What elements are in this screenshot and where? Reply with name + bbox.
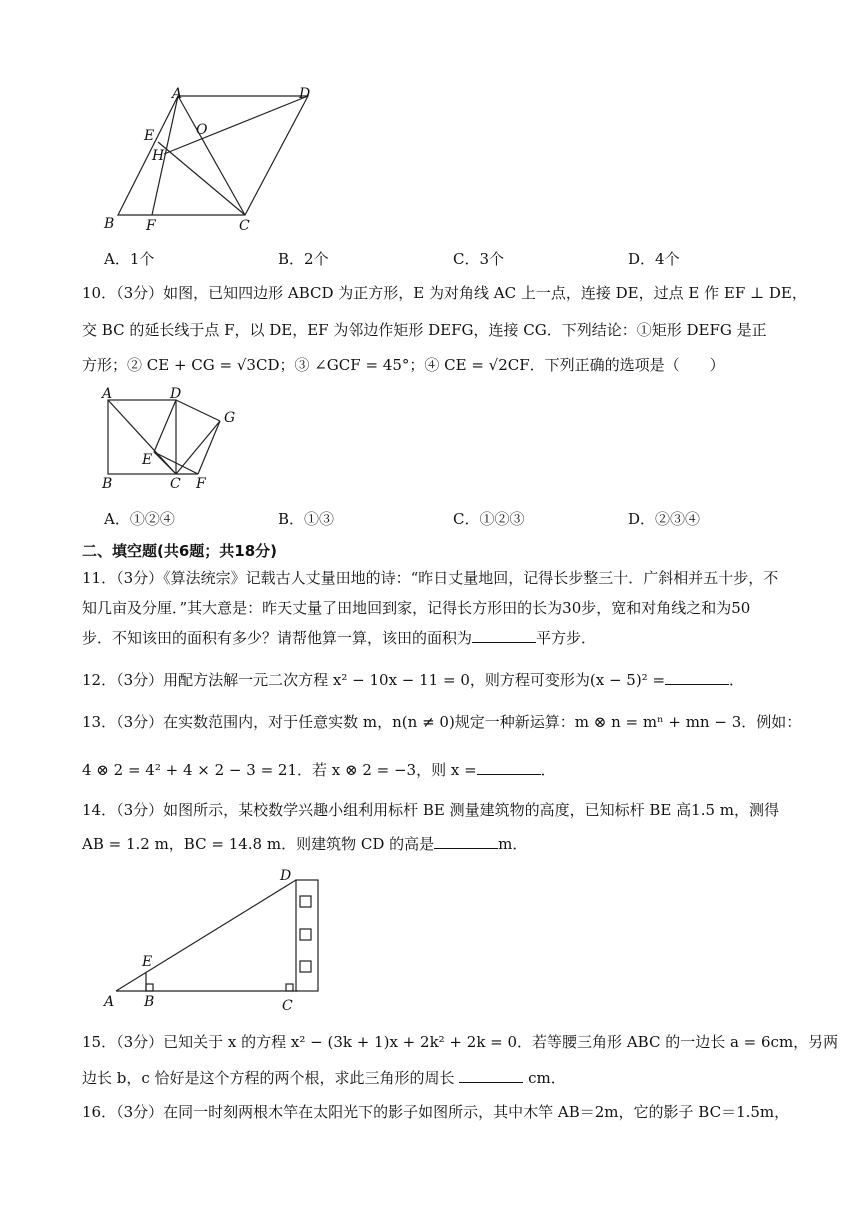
q15-tail: cm． [528, 1069, 566, 1087]
q11-text: 步．不知该田的面积有多少？请帮他算一算，该田的面积为 [82, 629, 473, 647]
q12-line [82, 670, 812, 690]
q13-tail: ． [540, 761, 556, 779]
q15-line-1: 15．（3分）已知关于 x 的方程 x² − (3k + 1)x + 2k² + 2k = 0．若等腰三角形 ABC 的一边长 a = 6cm，另两 [82, 1033, 839, 1051]
q14-line-1: 14．（3分）如图所示，某校数学兴趣小组利用标杆 BE 测量建筑物的高度，已知标杆 BE 高1.5 m，测得 [82, 801, 779, 819]
q9-option-b: B．2个 [278, 250, 329, 268]
q9-label-d: D [299, 86, 311, 102]
q16-line-1: 16．（3分）在同一时刻两根木竿在太阳光下的影子如图所示，其中木竿 AB＝2m，它的影子 BC＝1.5m， [82, 1103, 790, 1121]
q9-label-b: B [104, 216, 115, 232]
q14-label-e: E [142, 954, 153, 970]
q10-option-a: A．①②④ [104, 510, 175, 528]
q14-label-c: C [282, 998, 293, 1014]
q13-line-2 [82, 760, 812, 780]
q10-line-1: 10．（3分）如图，已知四边形 ABCD 为正方形，E 为对角线 AC 上一点，连接 DE，过点 E 作 EF ⊥ DE， [82, 284, 807, 302]
q12-text: 12．（3分）用配方法解一元二次方程 x² − 10x − 11 = 0，则方程可变形为(x − 5)² = [82, 671, 666, 689]
q11-line-1: 11．（3分）《算法统宗》记载古人丈量田地的诗：“昨日丈量地回，记得长步整三十．广斜相并五十步，不 [82, 569, 779, 587]
q11-tail: 平方步． [536, 629, 597, 647]
q15-line-2 [82, 1068, 812, 1088]
q9-option-a: A．1个 [104, 250, 155, 268]
section-2-title: 二、填空题(共6题；共18分) [82, 542, 278, 560]
q10-line-3: 方形；② CE + CG = √3CD；③ ∠GCF = 45°；④ CE = √2CF．下列正确的选项是（ ） [82, 356, 725, 374]
q9-label-o: O [196, 122, 208, 138]
q9-option-d: D．4个 [628, 250, 680, 268]
q11-line-3 [82, 628, 812, 648]
q13-text: 4 ⊗ 2 = 4² + 4 × 2 − 3 = 21．若 x ⊗ 2 = −3，则 x = [82, 761, 477, 779]
q14-label-a: A [104, 994, 115, 1010]
q14-tail: m． [498, 835, 528, 853]
q10-figure [94, 384, 254, 494]
q13-line-1: 13．（3分）在实数范围内，对于任意实数 m，n(n ≠ 0)规定一种新运算：m ⊗ n = mⁿ + mn − 3．例如： [82, 713, 802, 731]
q14-answer-blank[interactable] [434, 834, 498, 849]
q15-text: 边长 b，c 恰好是这个方程的两个根，求此三角形的周长 [82, 1069, 455, 1087]
q13-answer-blank[interactable] [477, 760, 541, 775]
q9-label-f: F [146, 218, 156, 234]
q10-option-c: C．①②③ [453, 510, 525, 528]
q10-label-e: E [142, 452, 153, 468]
q12-tail: ． [729, 671, 745, 689]
q11-line-2: 知几亩及分厘．”其大意是：昨天丈量了田地回到家，记得长方形田的长为30步，宽和对角线之和为50 [82, 599, 751, 617]
q14-line-2 [82, 834, 812, 854]
q10-label-f: F [196, 476, 206, 492]
q9-label-e: E [144, 128, 155, 144]
q15-answer-blank[interactable] [459, 1068, 523, 1083]
q10-option-d: D．②③④ [628, 510, 701, 528]
q14-figure [100, 866, 340, 1016]
q12-answer-blank[interactable] [665, 670, 729, 685]
q14-label-d: D [280, 868, 292, 884]
q9-option-c: C．3个 [453, 250, 505, 268]
q9-label-c: C [239, 218, 250, 234]
q14-label-b: B [144, 994, 155, 1010]
q10-label-g: G [224, 410, 236, 426]
q10-label-d: D [170, 386, 182, 402]
q14-text: AB = 1.2 m，BC = 14.8 m．则建筑物 CD 的高是 [82, 835, 435, 853]
q10-label-c: C [170, 476, 181, 492]
q11-answer-blank[interactable] [472, 628, 536, 643]
q10-label-a: A [102, 386, 113, 402]
q9-figure [96, 84, 326, 234]
q10-label-b: B [102, 476, 113, 492]
q9-label-a: A [172, 86, 183, 102]
q10-line-2: 交 BC 的延长线于点 F，以 DE，EF 为邻边作矩形 DEFG，连接 CG．下列结论：①矩形 DEFG 是正 [82, 321, 767, 339]
q9-label-h: H [152, 148, 165, 164]
q10-option-b: B．①③ [278, 510, 335, 528]
